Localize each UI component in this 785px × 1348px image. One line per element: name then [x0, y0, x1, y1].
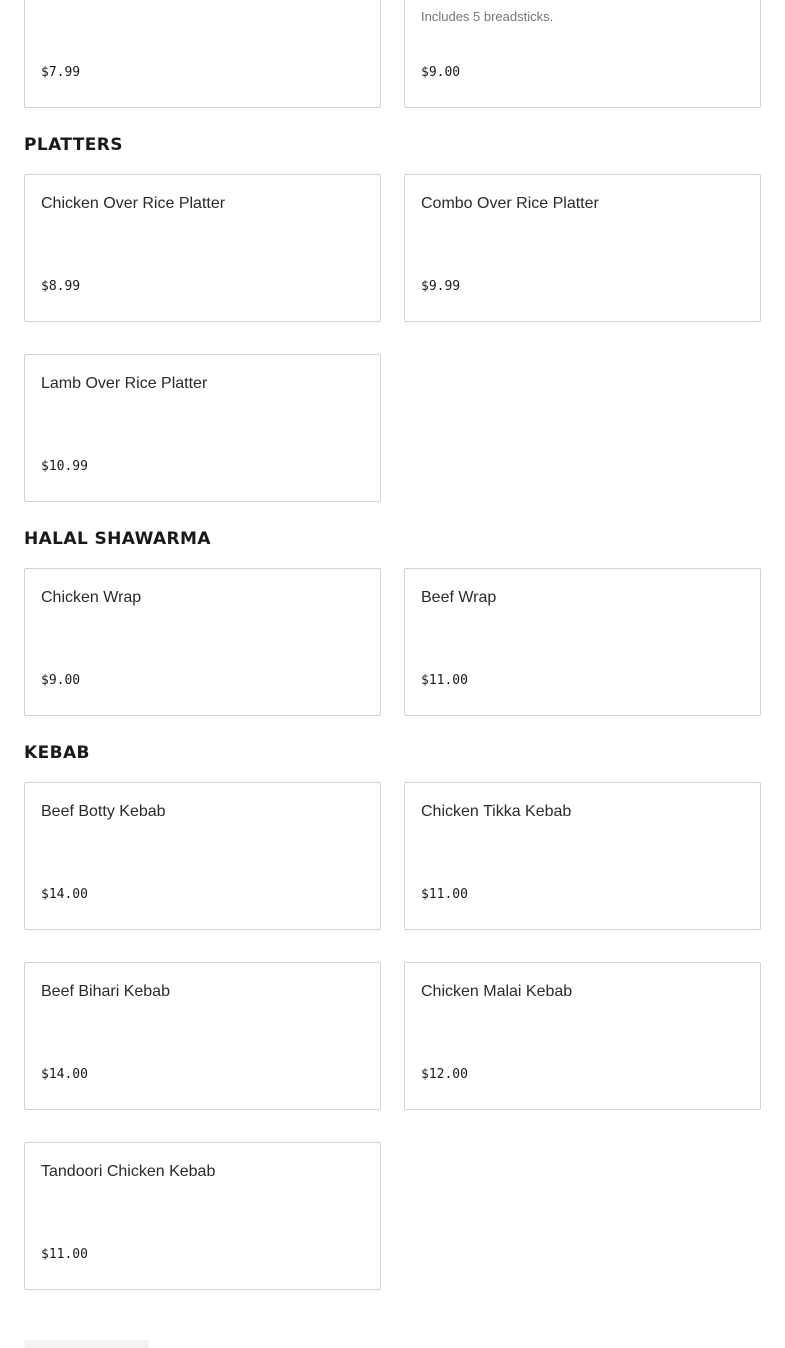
item-price: $11.00: [41, 1247, 88, 1262]
menu-item-card[interactable]: [404, 174, 761, 322]
section-heading: HALAL SHAWARMA: [24, 529, 211, 549]
next-section-heading-cutoff: [24, 1340, 149, 1348]
menu-item-card[interactable]: [24, 962, 381, 1110]
item-name: Tandoori Chicken Kebab: [41, 1163, 216, 1180]
section-heading: PLATTERS: [24, 135, 123, 155]
menu-items-grid: [24, 782, 761, 1290]
menu-items-grid: [24, 0, 761, 108]
menu-items-grid: [24, 568, 761, 716]
item-price: $7.99: [41, 65, 81, 80]
item-price: $10.99: [41, 459, 88, 474]
item-price: $9.00: [421, 65, 461, 80]
item-name: Beef Botty Kebab: [41, 803, 166, 820]
menu-section-pasta: [24, 0, 761, 108]
item-price: $9.99: [421, 279, 461, 294]
item-name: Beef Wrap: [421, 589, 497, 606]
section-heading: KEBAB: [24, 743, 90, 763]
item-price: $12.00: [421, 1067, 468, 1082]
menu-item-card[interactable]: [24, 174, 381, 322]
item-price: $11.00: [421, 887, 468, 902]
menu-section-halal-shawarma: [24, 528, 761, 716]
menu-section-platters: [24, 134, 761, 502]
menu-item-card[interactable]: [404, 568, 761, 716]
item-price: $14.00: [41, 1067, 88, 1082]
item-description: Includes 5 breadsticks.: [421, 9, 554, 24]
menu-section-kebab: [24, 742, 761, 1290]
item-price: $14.00: [41, 887, 88, 902]
menu-item-card[interactable]: [24, 354, 381, 502]
item-price: $11.00: [421, 673, 468, 688]
menu-item-card[interactable]: [404, 782, 761, 930]
item-name: Chicken Tikka Kebab: [421, 803, 572, 820]
menu-item-card[interactable]: [24, 782, 381, 930]
item-name: Chicken Over Rice Platter: [41, 195, 226, 212]
item-name: Combo Over Rice Platter: [421, 195, 599, 212]
menu-item-card[interactable]: [24, 0, 381, 108]
item-name: Beef Bihari Kebab: [41, 983, 170, 1000]
menu-item-card[interactable]: [404, 962, 761, 1110]
item-name: Chicken Malai Kebab: [421, 983, 573, 1000]
item-name: Lamb Over Rice Platter: [41, 375, 208, 392]
menu-list: [24, 0, 761, 1290]
item-price: $8.99: [41, 279, 81, 294]
item-name: Chicken Wrap: [41, 589, 142, 606]
menu-item-card[interactable]: [24, 568, 381, 716]
menu-item-card[interactable]: [24, 1142, 381, 1290]
menu-items-grid: [24, 174, 761, 502]
menu-item-card[interactable]: [404, 0, 761, 108]
item-price: $9.00: [41, 673, 81, 688]
